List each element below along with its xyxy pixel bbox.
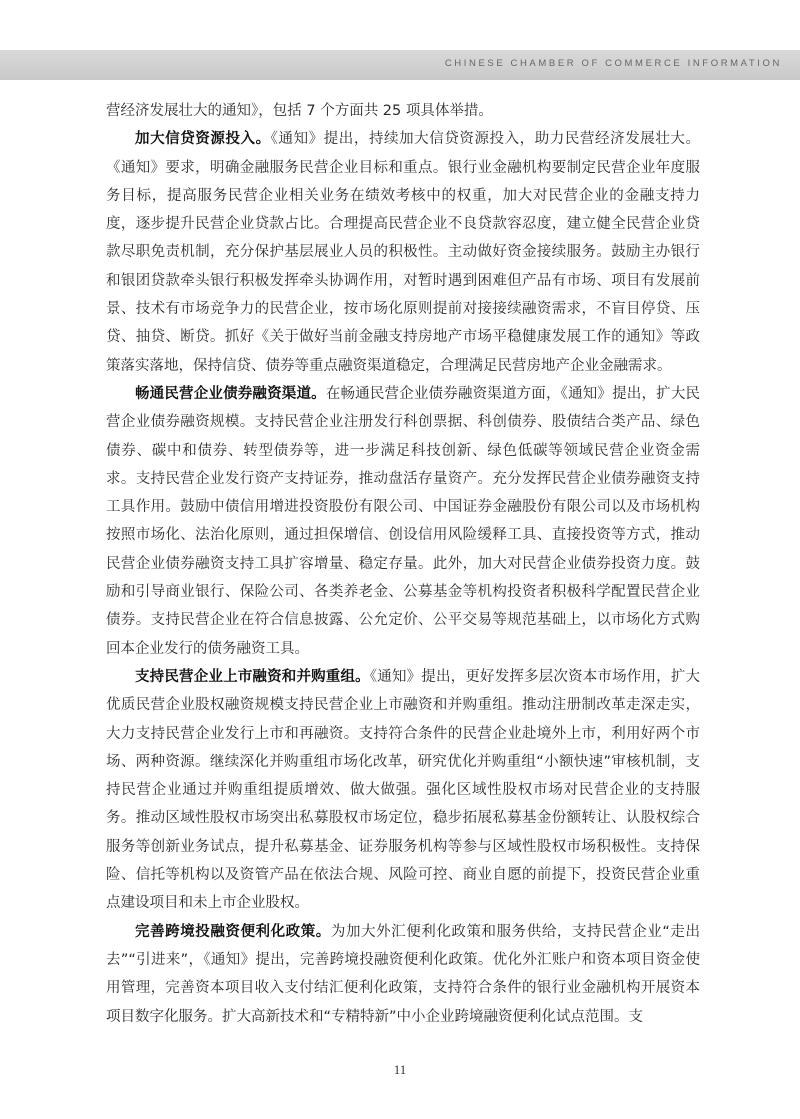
paragraph-text: 为加大外汇便利化政策和服务供给，支持民营企业“走出去”“引进来”，《通知》提出，完善跨境投融资便利化政策。优化外汇账户和资本项目资金使用管理，完善资本项目收入支付结汇便利化政策，支持符合条件的银行业金融机构开展资本项目数字化服务。扩大高新技术和“专精特新”中小企业跨境融资便利化试点范围。支 xyxy=(106,923,700,1025)
paragraph-text: 营经济发展壮大的通知》，包括 7 个方面共 25 项具体举措。 xyxy=(106,103,493,119)
paragraph-text: 《通知》提出，更好发挥多层次资本市场作用，扩大优质民营企业股权融资规模支持民营企业上市融资和并购重组。推动注册制改革走深走实，大力支持民营企业发行上市和再融资。支持符合条件的民营企业赴境外上市，利用好两个市场、两种资源。继续深化并购重组市场化改革，研究优化并购重组“小额快速”审核机制，支持民营企业通过并购重组提质增效、做大做强。强化区域性股权市场对民营企业的支持服务。推动区域性股权市场突出私募股权市场定位，稳步拓展私募基金份额转让、认股权综合服务等创新业务试点，提升私募基金、证券服务机构等参与区域性股权市场积极性。支持保险、信托等机构以及资管产品在依法合规、风险可控、商业自愿的前提下，投资民营企业重点建设项目和未上市企业股权。 xyxy=(106,668,700,912)
paragraph-text: 在畅通民营企业债券融资渠道方面，《通知》提出，扩大民营企业债券融资规模。支持民营企业注册发行科创票据、科创债券、股债结合类产品、绿色债券、碳中和债券、转型债券等，进一步满足科技创新、绿色低碳等领域民营企业资金需求。支持民营企业发行资产支持证券，推动盘活存量资产。充分发挥民营企业债券融资支持工具作用。鼓励中债信用增进投资股份有限公司、中国证券金融股份有限公司以及市场机构按照市场化、法治化原则，通过担保增信、创设信用风险缓释工具、直接投资等方式，推动民营企业债券融资支持工具扩容增量、稳定存量。此外，加大对民营企业债券投资力度。鼓励和引导商业银行、保险公司、各类养老金、公募基金等机构投资者积极科学配置民营企业债券。支持民营企业在符合信息披露、公允定价、公平交易等规范基础上，以市场化方式购回本企业发行的债务融资工具。 xyxy=(106,385,701,657)
paragraph-text: 《通知》提出，持续加大信贷资源投入，助力民营经济发展壮大。《通知》要求，明确金融服务民营企业目标和重点。银行业金融机构要制定民营企业年度服务目标，提高服务民营企业相关业务在绩效考核中的权重，加大对民营企业的金融支持力度，逐步提升民营企业贷款占比。合理提高民营企业不良贷款容忍度，建立健全民营企业贷款尽职免责机制，充分保护基层展业人员的积极性。主动做好资金接续服务。鼓励主办银行和银团贷款牵头银行积极发挥牵头协调作用，对暂时遇到困难但产品有市场、项目有发展前景、技术有市场竞争力的民营企业，按市场化原则提前对接接续融资需求，不盲目停贷、压贷、抽贷、断贷。抓好《关于做好当前金融支持房地产市场平稳健康发展工作的通知》等政策落实落地，保持信贷、债券等重点融资渠道稳定，合理满足民营房地产企业金融需求。 xyxy=(106,131,701,374)
paragraph-lead-heading: 加大信贷资源投入。 xyxy=(135,131,271,148)
paragraph-listing-mergers xyxy=(106,663,700,918)
article-body xyxy=(106,97,700,1031)
running-header-bar xyxy=(0,50,800,80)
paragraph-continuation xyxy=(106,97,700,125)
running-header-text: CHINESE CHAMBER OF COMMERCE INFORMATION xyxy=(444,58,782,69)
paragraph-lead-heading: 支持民营企业上市融资和并购重组。 xyxy=(135,668,370,685)
paragraph-lead-heading: 完善跨境投融资便利化政策。 xyxy=(135,923,331,940)
paragraph-credit-resources xyxy=(106,125,700,380)
paragraph-bond-financing xyxy=(106,380,700,663)
page-number: 11 xyxy=(393,1062,407,1077)
paragraph-cross-border xyxy=(106,918,700,1031)
paragraph-lead-heading: 畅通民营企业债券融资渠道。 xyxy=(135,385,326,402)
